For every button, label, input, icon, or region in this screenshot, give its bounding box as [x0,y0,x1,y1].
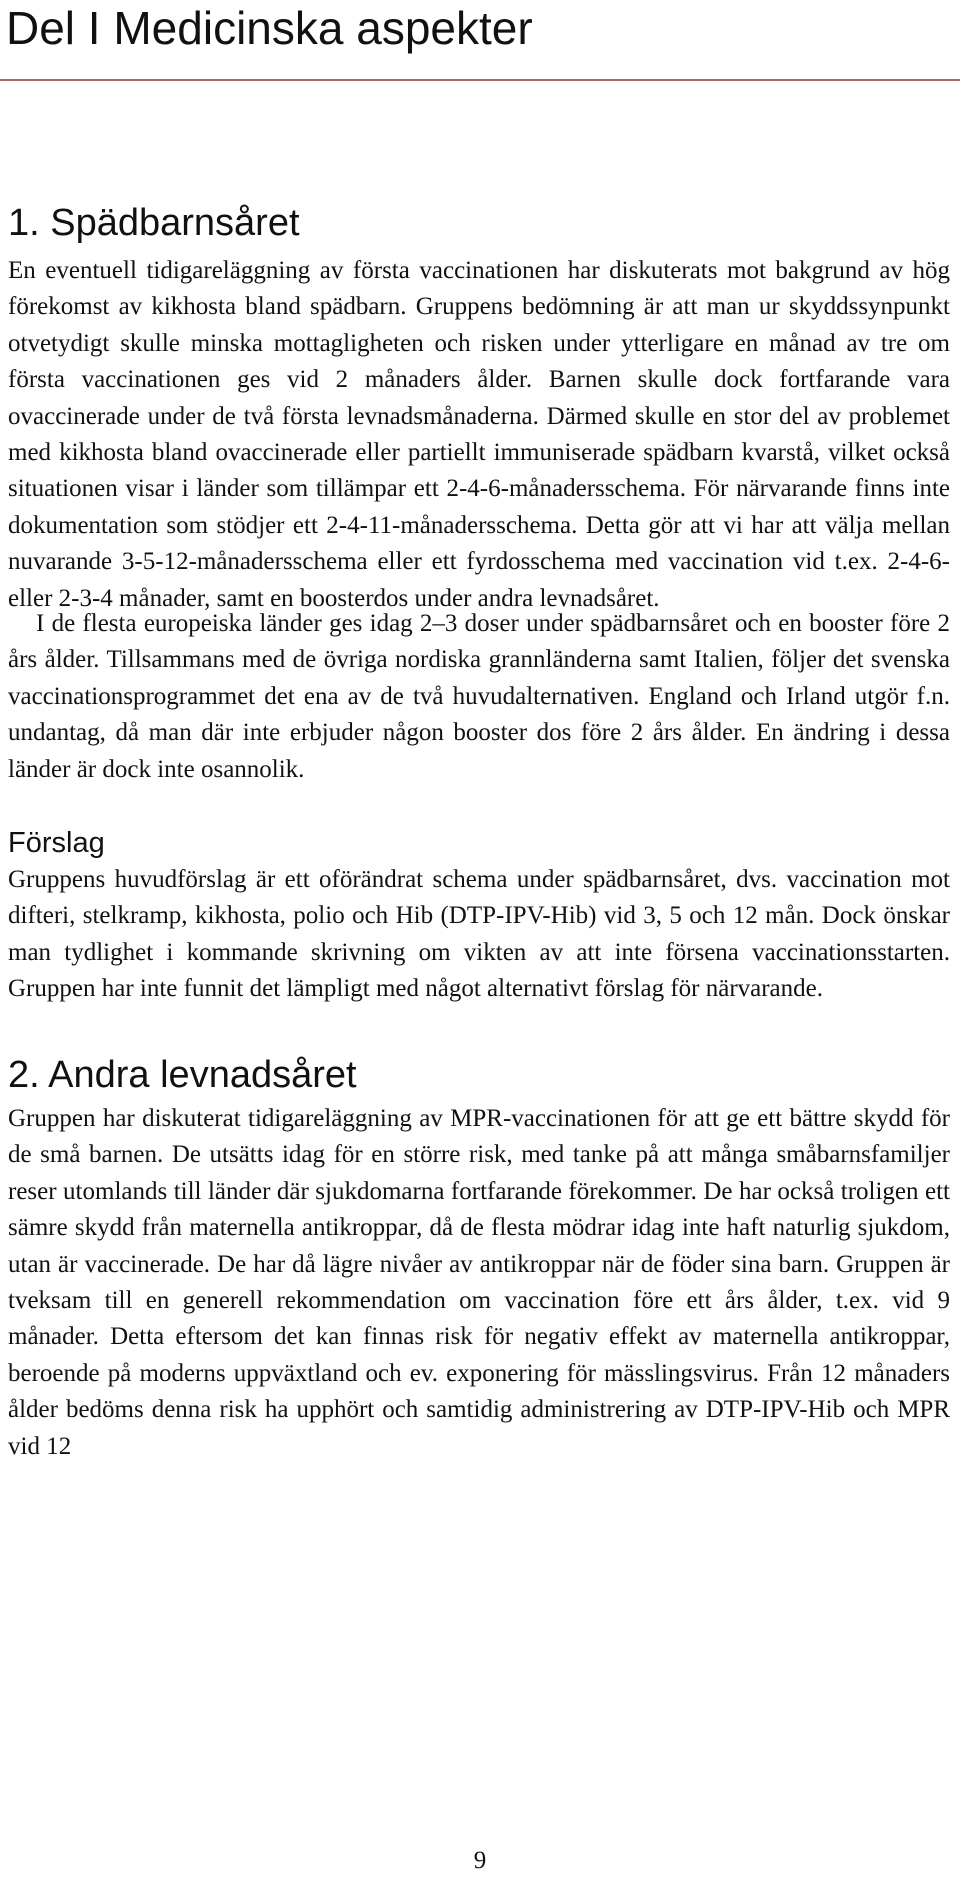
section-heading-andra-levnadsaret: 2. Andra levnadsåret [8,1054,357,1096]
chapter-title: Del I Medicinska aspekter [6,2,533,54]
body-paragraph: I de flesta europeiska länder ges idag 2–3 doser under spädbarnsåret och en booster före 2 års ålder. Tillsammans med de övriga nordiska grannländerna samt Italien, följer det svenska vaccinationsprogrammet det ena av de två huvudalternativen. England och Irland utgör f.n. undantag, då man där inte erbjuder någon booster dos före 2 års ålder. En ändring i dessa länder är dock inte osannolik. [8,610,950,783]
page-number: 9 [473,1847,487,1874]
body-paragraph: Gruppen har diskuterat tidigareläggning av MPR-vaccinationen för att ge ett bättre skydd för de små barnen. De utsätts idag för en större risk, med tanke på att många småbarnsfamiljer reser utomlands till länder där sjukdomarna fortfarande förekommer. De har också troligen ett sämre skydd från maternella antikroppar, då de flesta mödrar idag inte haft naturlig sjukdom, utan är vaccinerade. De har då lägre nivåer av antikroppar när de föder sina barn. Gruppen är tveksam till en generell rekommendation om vaccination före ett års ålder, t.ex. vid 9 månader. Detta eftersom det kan finnas risk för negativ effekt av maternella antikroppar, beroende på moderns uppväxtland och ev. exponering för mässlingsvirus. Från 12 månaders ålder bedöms denna risk ha upphört och samtidig administrering av DTP-IPV-Hib och MPR vid 12 [8,1105,950,1460]
body-paragraph: En eventuell tidigareläggning av första vaccinationen har diskuterats mot bakgrund av hög förekomst av kikhosta bland spädbarn. Gruppens bedömning är att man ur skyddssynpunkt otvetydigt skulle minska mottagligheten och risken under ytterligare en månad av tre om första vaccinationen ges vid 2 månaders ålder. Barnen skulle dock fortfarande vara ovaccinerade under de två första levnadsmånaderna. Därmed skulle en stor del av problemet med kikhosta bland ovaccinerade eller partiellt immuniserade spädbarn kvarstå, vilket också situationen visar i länder som tillämpar ett 2-4-6-månadersschema. För närvarande finns inte dokumentation som stödjer ett 2-4-11-månadersschema. Detta gör att vi har att välja mellan nuvarande 3-5-12-månadersschema eller ett fyrdosschema med vaccination vid t.ex. 2-4-6-eller 2-3-4 månader, samt en boosterdos under andra levnadsåret. [8,257,950,612]
body-paragraph: Gruppens huvudförslag är ett oförändrat schema under spädbarnsåret, dvs. vaccination mot difteri, stelkramp, kikhosta, polio och Hib (DTP-IPV-Hib) vid 3, 5 och 12 mån. Dock önskar man tydlighet i kommande skrivning om vikten av att inte försena vaccinationsstarten. Gruppen har inte funnit det lämpligt med något alternativt förslag för närvarande. [8,866,950,1003]
chapter-divider [0,79,960,81]
subsection-heading-forslag: Förslag [8,827,105,859]
section-heading-spadbarnsaret: 1. Spädbarnsåret [8,202,300,244]
